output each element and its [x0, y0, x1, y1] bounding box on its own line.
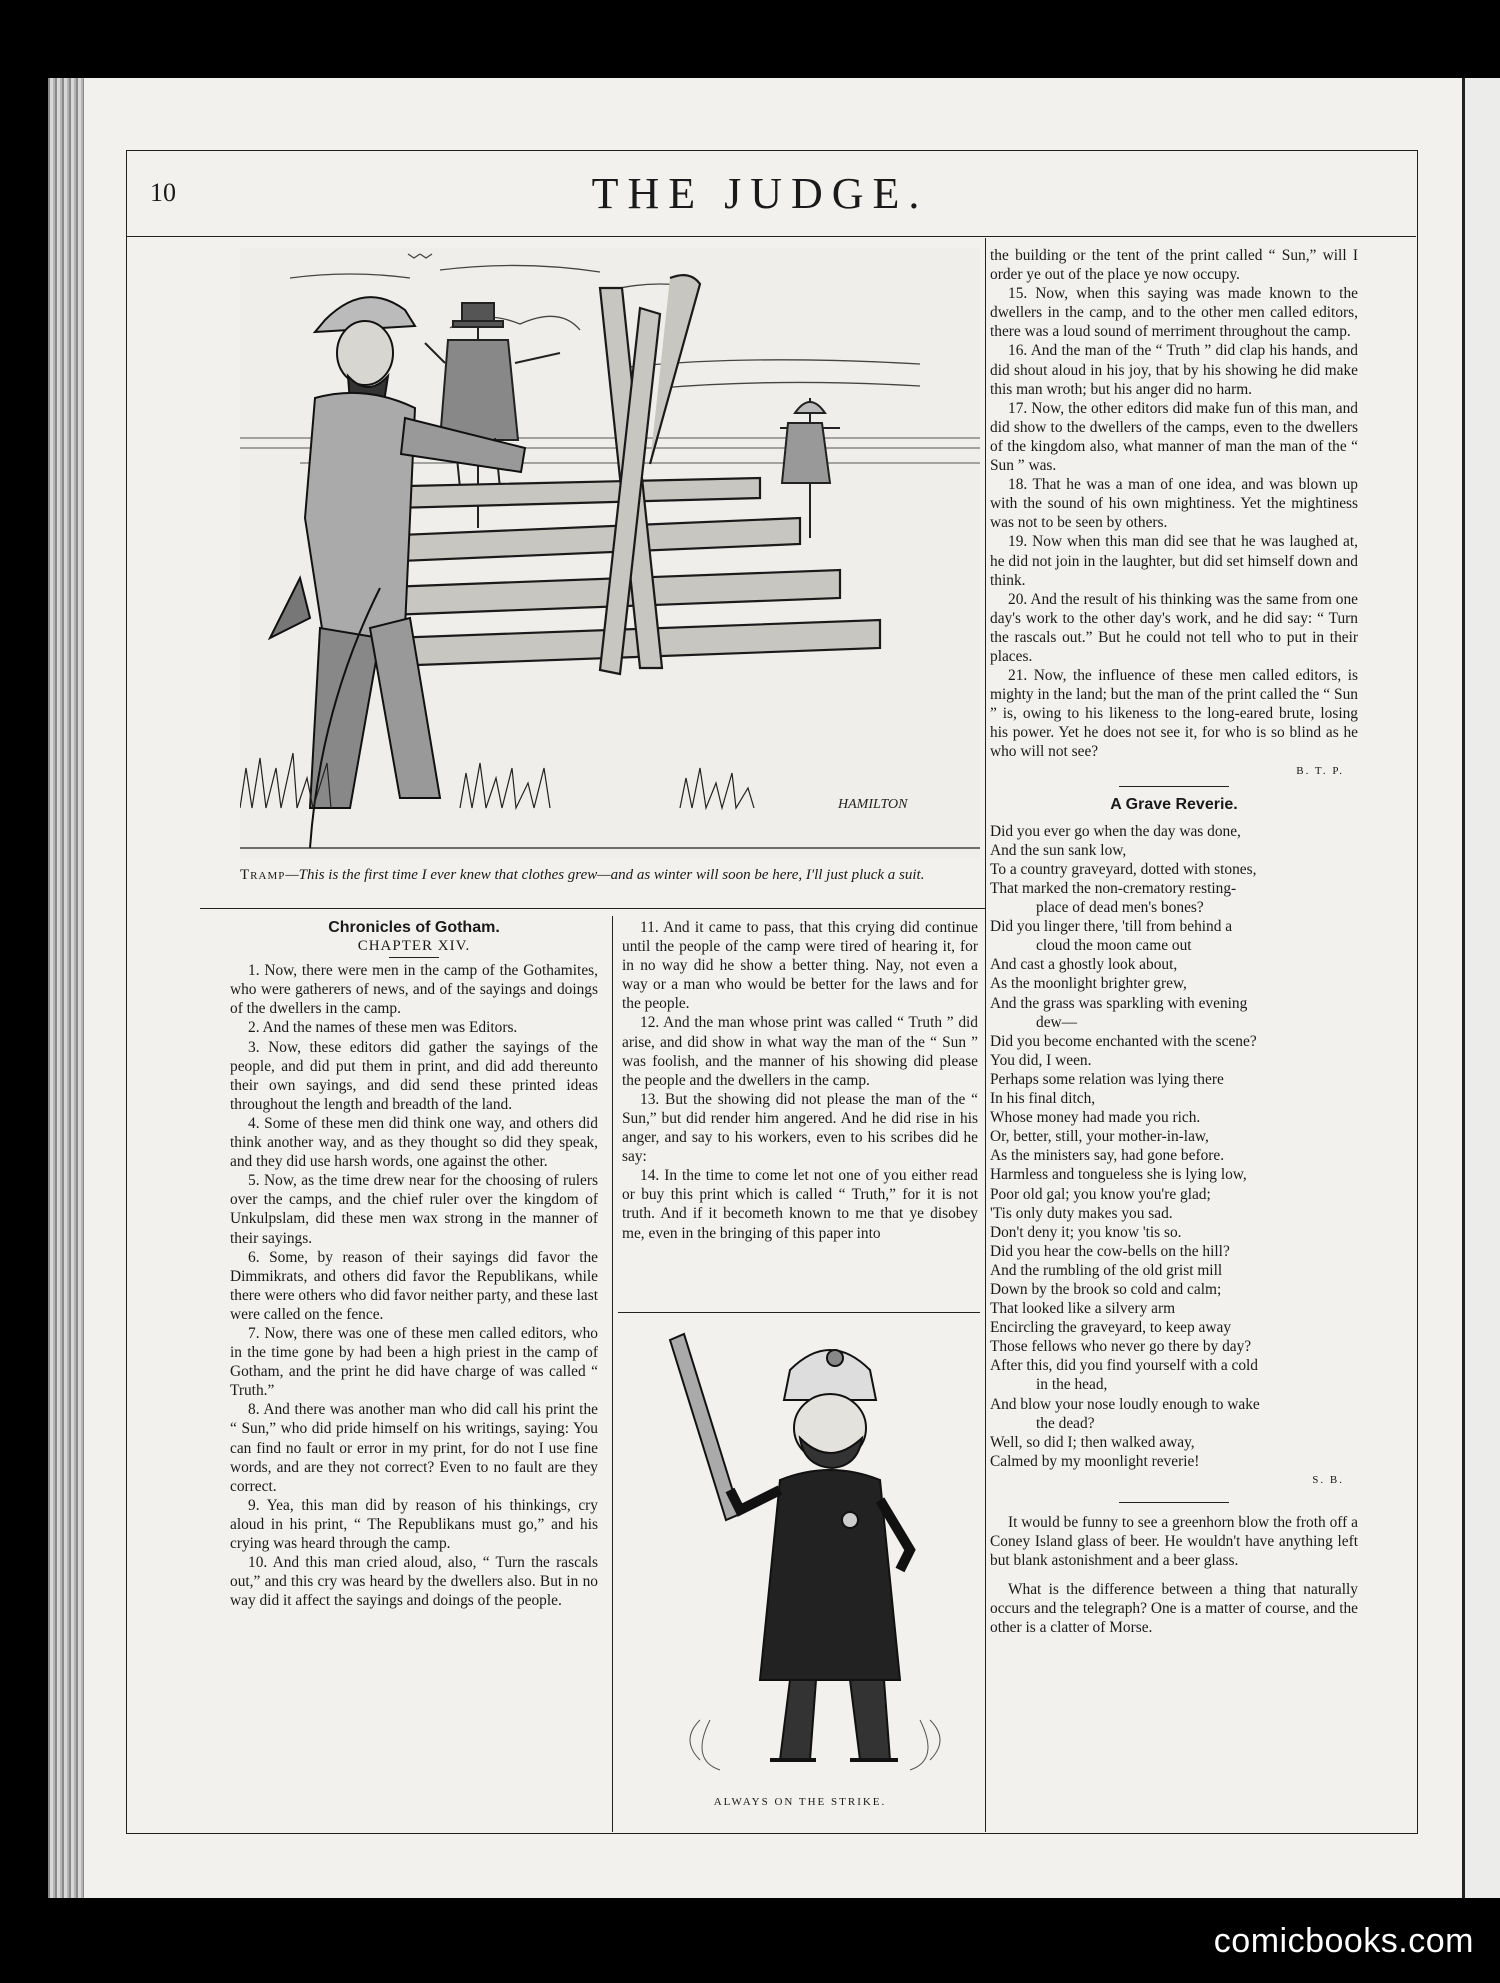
policeman-caption: ALWAYS ON THE STRIKE. [713, 1796, 887, 1808]
chronicles-column-3 [990, 246, 1358, 1638]
column-rule-left [612, 916, 613, 1832]
poem-line: Did you ever go when the day was done, [990, 822, 1241, 840]
joke-paragraph: It would be funny to see a greenhorn blow the froth off a Coney Island glass of beer. He wouldn't have anything left but blank astonishment and a beer glass. [990, 1514, 1358, 1570]
watermark: comicbooks.com [1213, 1922, 1474, 1960]
chronicle-verse: 20. And the result of his thinking was the same from one day's work to the other day's work, and he did say: “ Turn the rascals out.” But he could not tell who to put in their places. [990, 590, 1358, 665]
chronicle-verse: 14. In the time to come let not one of you either read or buy this print which is called “ Truth,” for it is not truth. And if it becometh known to me that ye disobey me, even in the bringing of this paper into [622, 1167, 978, 1242]
caption-text: —This is the first time I ever knew that clothes grew—and as winter will soon be here, I'll just pluck a suit. [285, 867, 925, 883]
chronicle-verse: 13. But the showing did not please the man of the “ Sun,” but did render him angered. And he did rise in his anger, and say to his workers, even to his scribes did he say: [622, 1090, 978, 1166]
chronicle-verse: 2. And the names of these men was Editors. [248, 1019, 518, 1037]
chronicle-verse: 18. That he was a man of one idea, and was blown up with the sound of his own mightiness. Yet the mightiness was not to be seen by others. [990, 476, 1358, 532]
poem-line: Those fellows who never go there by day? [990, 1338, 1252, 1356]
poem-line: And cast a ghostly look about, [990, 956, 1178, 974]
poem-line: Did you linger there, 'till from behind a [990, 918, 1233, 936]
poem-line: Did you become enchanted with the scene? [990, 1032, 1257, 1050]
poem-line: And the sun sank low, [990, 841, 1127, 859]
masthead-rule [126, 236, 1416, 237]
chronicle-verse: 3. Now, these editors did gather the sayings of the people, and did put them in print, and did add thereunto their own sayings, and did send these printed ideas throughout the length and breadth of the land. [230, 1038, 598, 1113]
tramp-cartoon-caption [240, 866, 980, 885]
tramp-scarecrow-cartoon [240, 248, 980, 858]
caption-speaker: Tramp [240, 867, 286, 883]
poem-line: That looked like a silvery arm [990, 1300, 1176, 1318]
chronicle-verse: 10. And this man cried aloud, also, “ Turn the rascals out,” and this cry was heard by the dwellers also. But in no way did it affect the sayings and doings of the people. [230, 1554, 598, 1610]
book-page-edges [48, 78, 88, 1898]
chronicle-verse: 16. And the man of the “ Truth ” did clap his hands, and did shout aloud in his joy, that by his showing he did make this man wroth; but his anger did no harm. [990, 342, 1358, 398]
chronicle-verse: 7. Now, there was one of these men called editors, who in the time gone by had been a high priest in the camp of Gotham, and the print he did have charge of was called “ Truth.” [230, 1324, 598, 1400]
poem-line: And the grass was sparkling with evening [990, 994, 1248, 1012]
cartoon-bottom-rule [200, 908, 985, 909]
joke-paragraph: What is the difference between a thing that naturally occurs and the telegraph? One is a matter of course, and the other is a clatter of Morse. [990, 1581, 1358, 1637]
poem-line: Poor old gal; you know you're glad; [990, 1185, 1211, 1203]
chronicle-verse: 17. Now, the other editors did make fun of this man, and did show to the dwellers of the camps, even to the dwellers of the kingdom also, what manner of man the man of the “ Sun ” was. [990, 399, 1358, 475]
artist-signature: HAMILTON [838, 797, 908, 812]
masthead-title: THE JUDGE. [591, 169, 929, 218]
poem-line: You did, I ween. [990, 1051, 1092, 1069]
poem-line: Did you hear the cow-bells on the hill? [990, 1242, 1230, 1260]
poem-line: Don't deny it; you know 'tis so. [990, 1223, 1182, 1241]
chronicle-verse: 19. Now when this man did see that he was laughed at, he did not join in the laughter, but did set himself down and think. [990, 533, 1358, 589]
chapter-rule [389, 957, 439, 958]
section-rule [1119, 1502, 1229, 1503]
chronicle-verse: 1. Now, there were men in the camp of the Gothamites, who were gatherers of news, and of the sayings and doings of the dwellers in the camp. [230, 962, 598, 1018]
section-rule [1119, 786, 1229, 787]
chronicles-chapter: CHAPTER XIV. [357, 938, 471, 955]
poem-line: 'Tis only duty makes you sad. [990, 1204, 1173, 1222]
poem-line: Perhaps some relation was lying there [990, 1070, 1224, 1088]
poem-signature: S. B. [1312, 1473, 1344, 1486]
poem-line: in the head, [1036, 1376, 1108, 1394]
page-number: 10 [150, 178, 176, 207]
chronicle-verse: 15. Now, when this saying was made known to the dwellers in the camp, and to the other men called editors, there was a loud sound of merriment throughout the camp. [990, 285, 1358, 341]
poem-body [990, 822, 1358, 1471]
police-top-rule [618, 1312, 980, 1313]
poem-line: As the ministers say, had gone before. [990, 1147, 1225, 1165]
column-rule-right [985, 238, 986, 1832]
poem-line: That marked the non-crematory resting- [990, 880, 1237, 897]
policeman-cartoon [640, 1320, 960, 1790]
poem-line: In his final ditch, [990, 1090, 1096, 1108]
poem-line: To a country graveyard, dotted with stones, [990, 860, 1257, 878]
chronicle-verse: 11. And it came to pass, that this crying did continue until the people of the camp were tired of hearing it, for in no way did he show a better thing. Nay, not even a way or a man who would be better for the laws and for the people. [622, 919, 978, 1013]
poem-line: Calmed by my moonlight reverie! [990, 1452, 1200, 1470]
chronicles-title: Chronicles of Gotham. [328, 919, 500, 936]
poem-line: Harmless and tongueless she is lying low, [990, 1166, 1247, 1184]
poem-line: place of dead men's bones? [1036, 899, 1204, 917]
chronicles-signature: B. T. P. [1296, 764, 1344, 777]
chronicle-verse: 6. Some, by reason of their sayings did favor the Dimmikrats, and others did favor the Republikans, while there were others who did favor neither party, and these last were called on the fence. [230, 1248, 598, 1323]
poem-line: And blow your nose loudly enough to wake [990, 1395, 1260, 1413]
poem-line: the dead? [1036, 1414, 1095, 1432]
poem-line: As the moonlight brighter grew, [990, 975, 1187, 993]
poem-line: Whose money had made you rich. [990, 1109, 1201, 1127]
poem-line: Encircling the graveyard, to keep away [990, 1319, 1232, 1337]
chronicle-verse: 5. Now, as the time drew near for the choosing of rulers over the camps, and the chief ruler over the kingdom of Unkulpslam, did these men wax strong in the manner of their sayings. [230, 1172, 598, 1247]
poem-line: And the rumbling of the old grist mill [990, 1261, 1223, 1279]
poem-line: Or, better, still, your mother-in-law, [990, 1128, 1209, 1146]
chronicle-verse: 9. Yea, this man did by reason of his thinkings, cry aloud in his print, “ The Republikans must go,” and his crying was heard through the camp. [230, 1496, 598, 1552]
poem-line: Well, so did I; then walked away, [990, 1433, 1195, 1451]
chronicle-verse: 8. And there was another man who did call his print the “ Sun,” who did pride himself on his writings, saying: You can find no fault or error in my print, for do not I use fine words, and are they not correct? Even to no fault are they correct. [230, 1401, 598, 1495]
poem-title: A Grave Reverie. [1110, 795, 1238, 813]
chronicle-verse: 4. Some of these men did think one way, and others did think another way, and as they thought so did they speak, and they did use harsh words, one against the other. [230, 1114, 598, 1171]
chronicle-verse: the building or the tent of the print called “ Sun,” will I order ye out of the place ye now occupy. [990, 247, 1358, 284]
poem-line: cloud the moon came out [1036, 937, 1192, 955]
chronicles-column-1 [230, 918, 598, 1610]
chronicle-verse: 12. And the man whose print was called “ Truth ” did arise, and did show in what way the man of the “ Sun ” was foolish, and the manner of his showing did please the people and the dwellers in the camp. [622, 1014, 978, 1089]
adjacent-page [1462, 78, 1500, 1898]
poem-line: After this, did you find yourself with a cold [990, 1357, 1259, 1375]
poem-line: dew— [1036, 1013, 1078, 1031]
poem-line: Down by the brook so cold and calm; [990, 1280, 1222, 1298]
chronicle-verse: 21. Now, the influence of these men called editors, is mighty in the land; but the man of the print called the “ Sun ” is, owing to his likeness to the long-eared brute, losing his power. Yet he does not see it, for who is so blind as he who will not see? [990, 667, 1358, 761]
chronicles-column-2 [622, 918, 978, 1243]
